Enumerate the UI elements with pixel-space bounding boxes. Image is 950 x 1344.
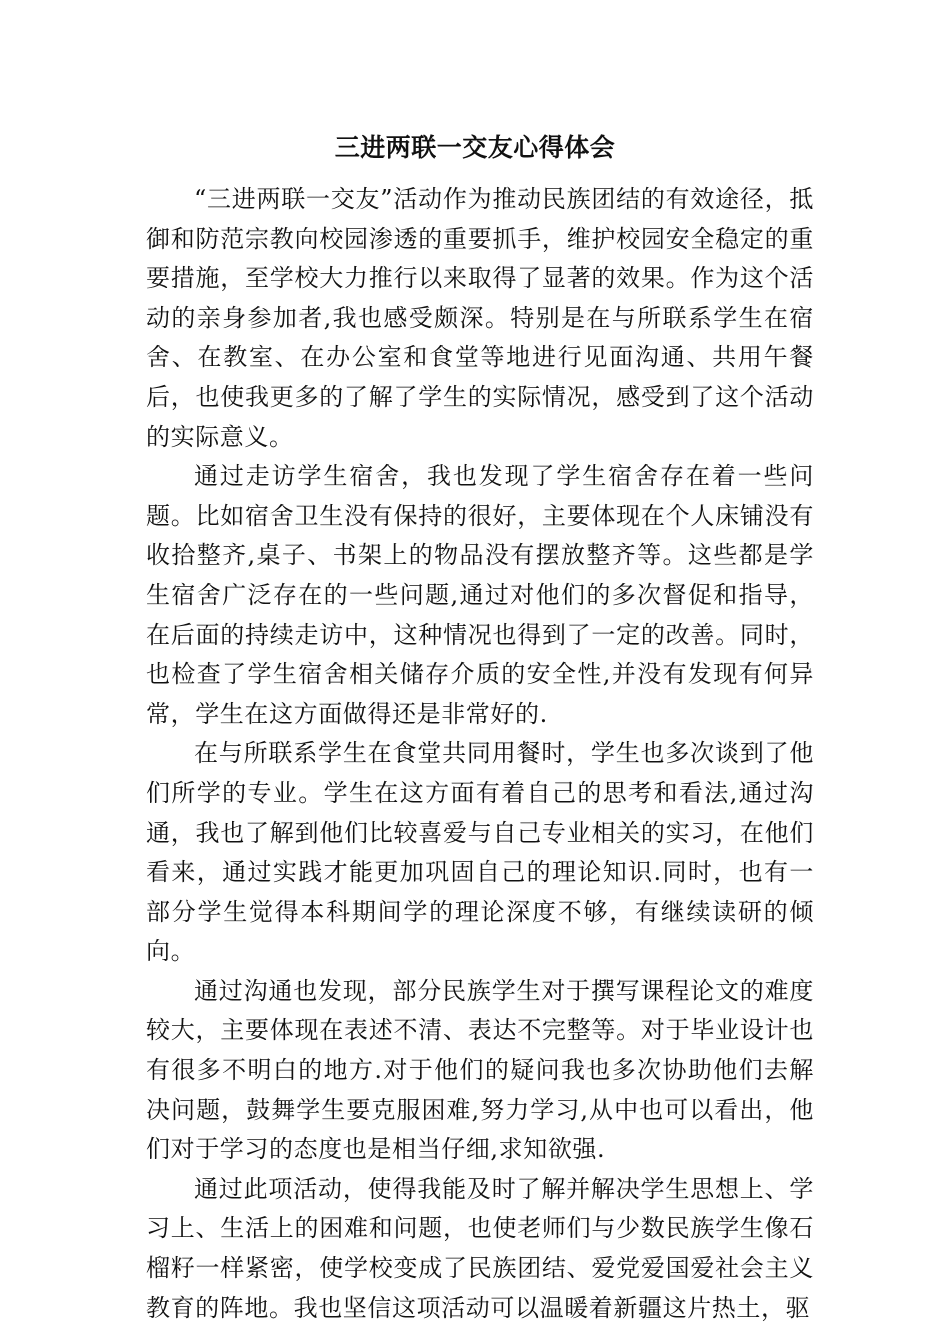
document-title: 三进两联一交友心得体会: [334, 133, 616, 162]
paragraph: 通过此项活动，使得我能及时了解并解决学生思想上、学习上、生活上的困难和问题，也使老师们与少数民族学生像石榴籽一样紧密，使学校变成了民族团结、爱党爱国爱社会主义教育的阵地。我也坚信这项活动可以温暖着新疆这片热土，驱: [146, 1174, 814, 1322]
document-body: [146, 180, 814, 1328]
paragraph: “三进两联一交友”活动作为推动民族团结的有效途径，抵御和防范宗教向校园渗透的重要抓手，维护校园安全稳定的重要措施，至学校大力推行以来取得了显著的效果。作为这个活动的亲身参加者,我也感受颇深。特别是在与所联系学生在宿舍、在教室、在办公室和食堂等地进行见面沟通、共用午餐后，也使我更多的了解了学生的实际情况，感受到了这个活动的实际意义。: [146, 185, 814, 451]
paragraph: 通过沟通也发现，部分民族学生对于撰写课程论文的难度较大，主要体现在表述不清、表达不完整等。对于毕业设计也有很多不明白的地方.对于他们的疑问我也多次协助他们去解决问题，鼓舞学生要克服困难,努力学习,从中也可以看出，他们对于学习的态度也是相当仔细,求知欲强.: [146, 976, 814, 1164]
paragraph: 通过走访学生宿舍，我也发现了学生宿舍存在着一些问题。比如宿舍卫生没有保持的很好，主要体现在个人床铺没有收拾整齐,桌子、书架上的物品没有摆放整齐等。这些都是学生宿舍广泛存在的一些问题,通过对他们的多次督促和指导，在后面的持续走访中，这种情况也得到了一定的改善。同时，也检查了学生宿舍相关储存介质的安全性,并没有发现有何异常，学生在这方面做得还是非常好的.: [146, 462, 814, 728]
paragraph: 在与所联系学生在食堂共同用餐时，学生也多次谈到了他们所学的专业。学生在这方面有着自己的思考和看法,通过沟通，我也了解到他们比较喜爱与自己专业相关的实习，在他们看来，通过实践才能更加巩固自己的理论知识.同时，也有一部分学生觉得本科期间学的理论深度不够，有继续读研的倾向。: [146, 739, 814, 966]
